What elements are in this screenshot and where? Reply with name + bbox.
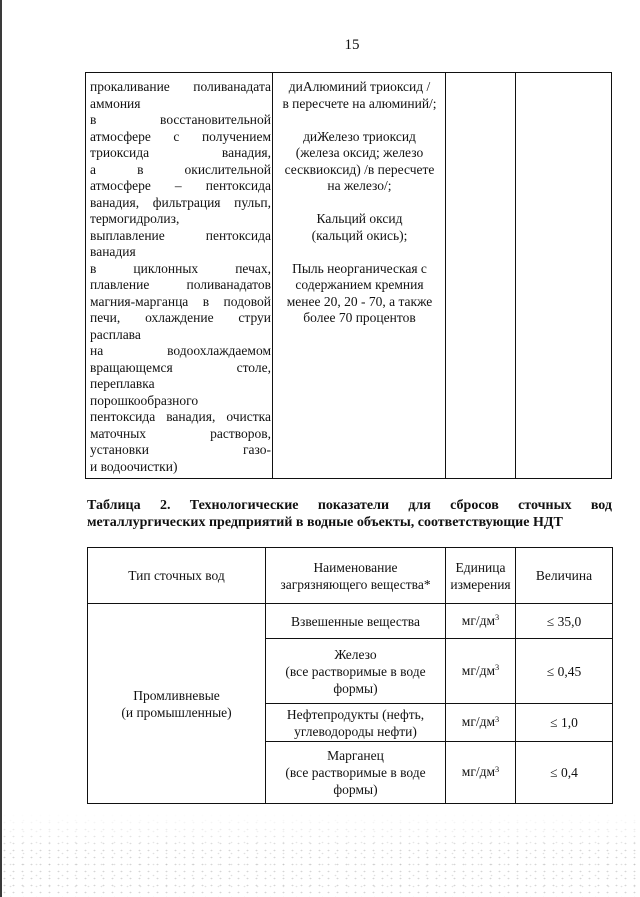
substance-cell <box>266 639 446 704</box>
pollutant-line: в пересчете на алюминий/; <box>282 95 437 111</box>
process-line: аммония <box>90 95 141 111</box>
pollutant-line: диАлюминий триоксид / <box>288 79 431 94</box>
process-line: переплавка <box>90 376 155 391</box>
table2-caption <box>87 497 612 531</box>
header-substance <box>266 548 446 604</box>
scan-edge <box>0 0 2 897</box>
substance-cell <box>266 704 446 742</box>
header-wastewater-type: Тип сточных вод <box>88 548 266 604</box>
unit-text: мг/дм <box>461 612 496 628</box>
pollutant-line: менее 20, 20 - 70, а также <box>286 293 433 309</box>
value-cell: ≤ 1,0 <box>516 704 613 742</box>
table-row <box>88 604 613 639</box>
header-unit <box>446 548 516 604</box>
process-line: вращающемся столе, <box>90 359 271 375</box>
pollutant-line: диЖелезо триоксид <box>303 128 416 144</box>
pollutant-group <box>273 261 446 327</box>
process-line: а в окислительной <box>90 161 271 177</box>
header-unit-line: Единица <box>455 559 506 575</box>
pollutant-line: (кальций окись); <box>311 227 408 243</box>
substance-line: Взвешенные вещества <box>291 613 420 629</box>
wastewater-type-line: Промливневые <box>133 687 220 703</box>
unit-exponent: 3 <box>495 613 500 623</box>
process-line: выплавление пентоксида <box>90 227 271 243</box>
substance-cell <box>266 742 446 804</box>
process-line: печи, охлаждение струи <box>90 310 271 325</box>
process-line: атмосфере с получением <box>90 128 271 144</box>
process-line: атмосфере – пентоксида <box>90 178 271 193</box>
table1-continuation <box>85 72 612 479</box>
process-line: пентоксида ванадия, очистка <box>90 409 271 424</box>
wastewater-type-line: (и промышленные) <box>121 704 232 720</box>
substance-line: формы) <box>333 680 378 696</box>
pollutant-line: Пыль неорганическая с <box>292 260 427 276</box>
pollutant-group <box>273 129 446 195</box>
unit-text: мг/дм <box>461 714 496 729</box>
pollutant-list-cell <box>273 79 446 327</box>
empty-cell <box>516 73 612 478</box>
header-substance-line: загрязняющего вещества* <box>280 576 431 592</box>
process-line: плавление поливанадатов <box>90 277 271 292</box>
header-unit-line: измерения <box>450 576 511 592</box>
process-line: на водоохлаждаемом <box>90 343 271 358</box>
unit-cell <box>446 604 516 639</box>
process-line: в циклонных печах, <box>90 260 271 276</box>
pollutant-line: Кальций оксид <box>316 211 403 226</box>
wastewater-type-cell <box>88 604 266 804</box>
page-number: 15 <box>344 37 360 53</box>
unit-cell <box>446 742 516 804</box>
unit-exponent: 3 <box>495 714 500 724</box>
unit-cell <box>446 704 516 742</box>
process-line: ванадия <box>90 244 136 259</box>
process-description-cell <box>90 79 271 475</box>
substance-line: формы) <box>333 782 378 797</box>
process-line: маточных растворов, <box>90 425 271 441</box>
substance-cell <box>266 604 446 639</box>
process-line: термогидролиз, <box>90 211 180 226</box>
caption-line: металлургических предприятий в водные объекты, соответствующие НДТ <box>87 515 563 530</box>
pollutant-group <box>273 79 446 112</box>
process-line: триоксида ванадия, <box>90 145 271 160</box>
process-line: в восстановительной <box>90 112 271 127</box>
pollutant-line: сесквиоксид) /в пересчете <box>284 161 435 177</box>
unit-cell <box>446 639 516 704</box>
unit-exponent: 3 <box>495 764 500 774</box>
table-header-row <box>88 548 613 604</box>
process-line: и водоочистки) <box>90 458 178 474</box>
header-substance-line: Наименование <box>313 559 398 575</box>
process-line: ванадия, фильтрация пульп, <box>90 194 271 210</box>
pollutant-line: содержанием кремния <box>295 277 424 292</box>
substance-line: Марганец <box>327 748 384 763</box>
pollutant-line: на железо/; <box>327 178 392 193</box>
pollutant-line: (железа оксид; железо <box>295 145 424 160</box>
substance-line: Нефтепродукты (нефть, <box>286 706 425 722</box>
process-line: прокаливание поливанадата <box>90 79 271 94</box>
substance-line: Железо <box>334 646 377 662</box>
substance-line: (все растворимые в воде <box>285 663 426 679</box>
process-line: порошкообразного <box>90 392 199 408</box>
value-cell: ≤ 35,0 <box>516 604 613 639</box>
scan-noise <box>0 812 640 897</box>
process-line: расплава <box>90 326 141 342</box>
unit-exponent: 3 <box>495 663 500 673</box>
caption-line: Таблица 2. Технологические показатели для сбросов сточных вод <box>87 498 612 513</box>
unit-text: мг/дм <box>461 662 496 678</box>
table2 <box>87 547 613 804</box>
pollutant-group <box>273 211 446 244</box>
substance-line: (все растворимые в воде <box>285 765 426 780</box>
header-value: Величина <box>516 548 613 604</box>
value-cell: ≤ 0,4 <box>516 742 613 804</box>
pollutant-line: более 70 процентов <box>303 310 416 325</box>
substance-line: углеводороды нефти) <box>294 723 417 739</box>
process-line: магния-марганца в подовой <box>90 293 271 309</box>
empty-cell <box>446 73 516 478</box>
unit-text: мг/дм <box>461 764 496 779</box>
process-line: установки газо- <box>90 442 271 457</box>
value-cell: ≤ 0,45 <box>516 639 613 704</box>
